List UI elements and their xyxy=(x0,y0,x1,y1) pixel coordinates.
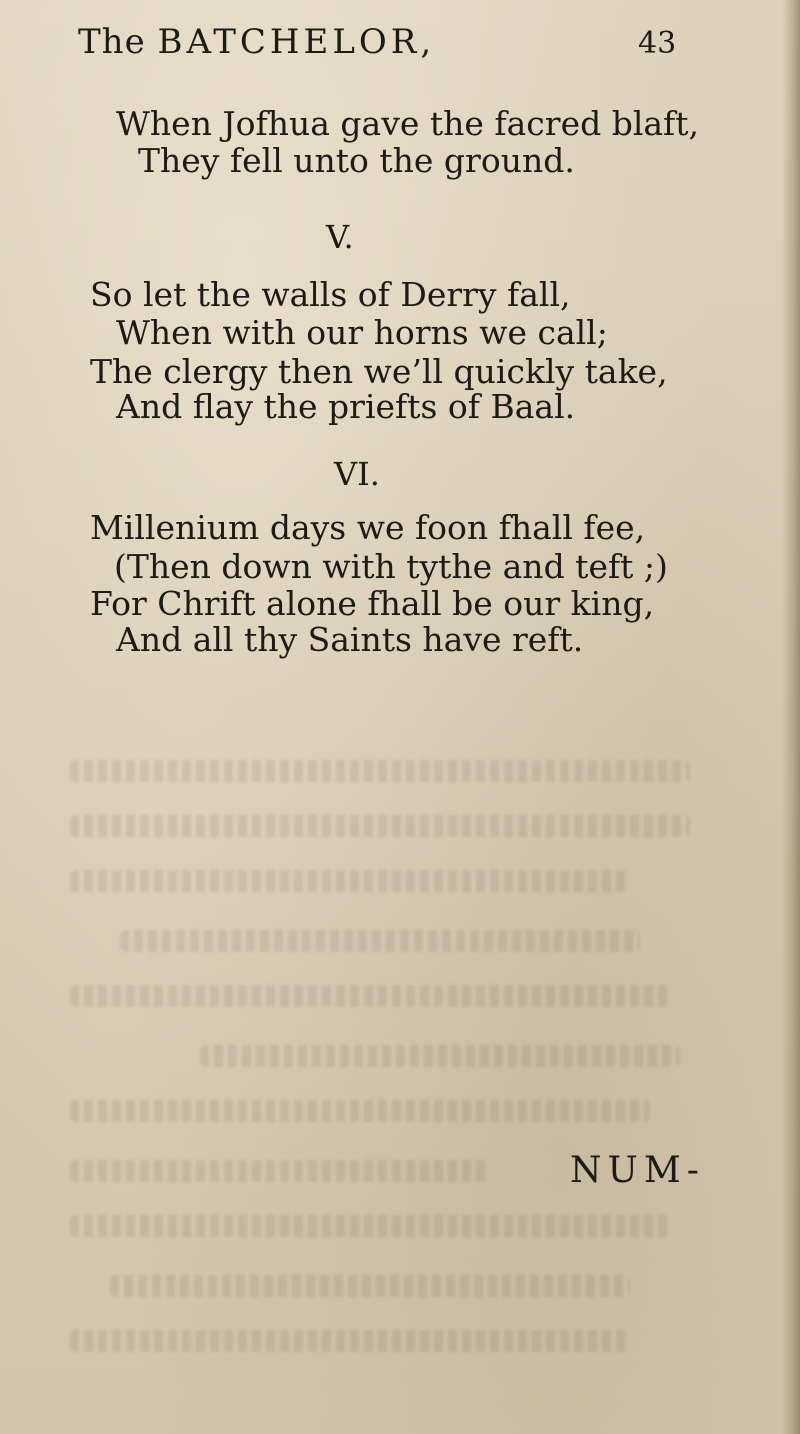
verse-line: So let the walls of Derry fall, xyxy=(90,275,571,314)
stanza-numeral: V. xyxy=(326,218,354,256)
verse-line: The clergy then we’ll quickly take, xyxy=(90,352,668,391)
bleed-through-line xyxy=(70,1330,630,1352)
running-head-title: BATCHELOR, xyxy=(157,22,436,62)
bleed-through-line xyxy=(70,985,670,1007)
bleed-through-line xyxy=(200,1045,680,1067)
bleed-through-line xyxy=(110,1275,630,1297)
running-head-prefix: The xyxy=(78,22,158,62)
running-head xyxy=(78,22,435,62)
verse-line: They fell unto the ground. xyxy=(138,141,575,180)
bleed-through-line xyxy=(120,930,640,952)
bleed-through-line xyxy=(70,1215,670,1237)
page-edge xyxy=(782,0,800,1434)
bleed-through-line xyxy=(70,760,690,782)
stanza-numeral: VI. xyxy=(334,455,380,493)
verse-line: When with our horns we call; xyxy=(116,313,608,352)
bleed-through-line xyxy=(70,815,690,837)
bleed-through-line xyxy=(70,1160,490,1182)
page-number: 43 xyxy=(638,26,677,61)
verse-line: And all thy Saints have reft. xyxy=(116,620,584,659)
bleed-through-line xyxy=(70,1100,650,1122)
verse-line: And flay the priefts of Baal. xyxy=(116,387,576,426)
verse-line: For Chrift alone fhall be our king, xyxy=(90,584,655,623)
verse-line: When Jofhua gave the facred blaft, xyxy=(116,104,700,143)
catchword: NUM- xyxy=(570,1150,705,1191)
bleed-through-line xyxy=(70,870,630,892)
verse-line: (Then down with tythe and teft ;) xyxy=(114,547,668,586)
verse-line: Millenium days we foon fhall fee, xyxy=(90,508,646,547)
